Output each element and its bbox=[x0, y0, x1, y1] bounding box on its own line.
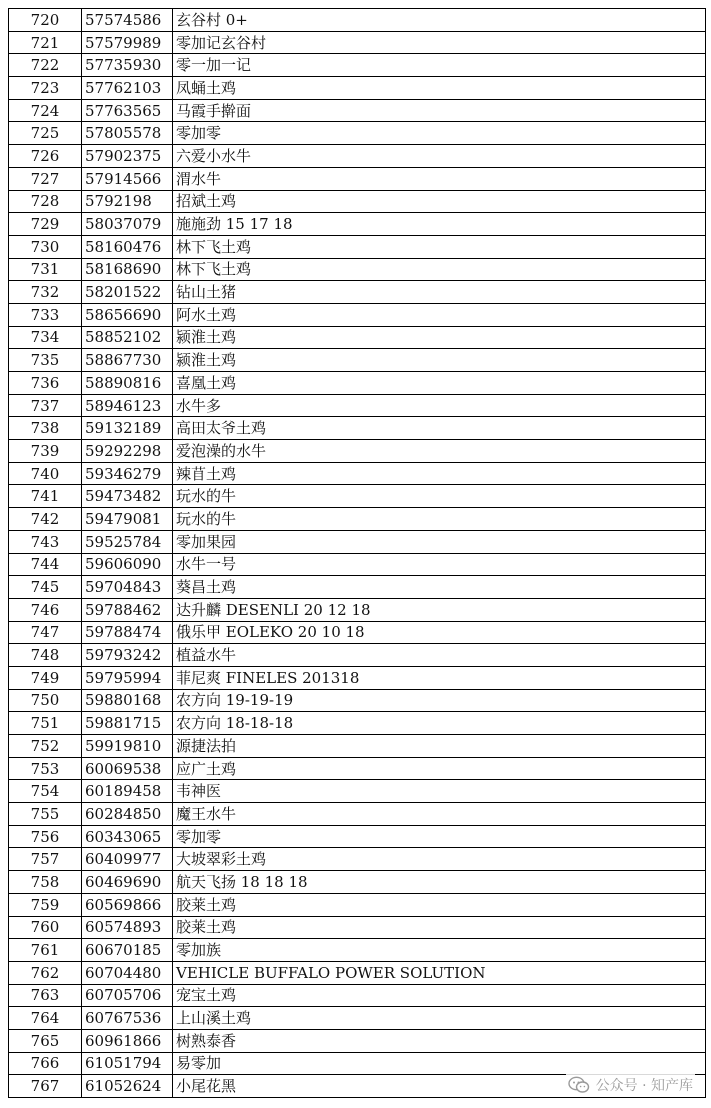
registration-number: 59793242 bbox=[82, 644, 173, 667]
row-number: 728 bbox=[9, 190, 82, 213]
registration-number: 58852102 bbox=[82, 326, 173, 349]
trademark-name: 胶莱土鸡 bbox=[173, 916, 706, 939]
trademark-name: 菲尼爽 FINELES 201318 bbox=[173, 666, 706, 689]
table-row bbox=[9, 712, 706, 735]
registration-number: 59132189 bbox=[82, 417, 173, 440]
registration-number: 59704843 bbox=[82, 576, 173, 599]
row-number: 747 bbox=[9, 621, 82, 644]
table-row bbox=[9, 462, 706, 485]
row-number: 759 bbox=[9, 893, 82, 916]
trademark-name: 魔王水牛 bbox=[173, 803, 706, 826]
row-number: 731 bbox=[9, 258, 82, 281]
registration-number: 60569866 bbox=[82, 893, 173, 916]
trademark-name: 阿水土鸡 bbox=[173, 303, 706, 326]
registration-number: 59606090 bbox=[82, 553, 173, 576]
table-row bbox=[9, 213, 706, 236]
registration-number: 5792198 bbox=[82, 190, 173, 213]
row-number: 727 bbox=[9, 167, 82, 190]
table-row bbox=[9, 440, 706, 463]
trademark-name: 胶莱土鸡 bbox=[173, 893, 706, 916]
row-number: 758 bbox=[9, 871, 82, 894]
trademark-name: 农方向 18-18-18 bbox=[173, 712, 706, 735]
trademark-name: 农方向 19-19-19 bbox=[173, 689, 706, 712]
row-number: 738 bbox=[9, 417, 82, 440]
watermark-text: 公众号 · 知产库 bbox=[595, 1078, 693, 1094]
row-number: 723 bbox=[9, 77, 82, 100]
registration-number: 58890816 bbox=[82, 372, 173, 395]
registration-number: 57763565 bbox=[82, 99, 173, 122]
table-row bbox=[9, 54, 706, 77]
row-number: 751 bbox=[9, 712, 82, 735]
row-number: 732 bbox=[9, 281, 82, 304]
registration-number: 58160476 bbox=[82, 235, 173, 258]
registration-number: 60574893 bbox=[82, 916, 173, 939]
registration-number: 61051794 bbox=[82, 1052, 173, 1075]
registration-number: 58946123 bbox=[82, 394, 173, 417]
trademark-name: 零加族 bbox=[173, 939, 706, 962]
trademark-name: 玩水的牛 bbox=[173, 508, 706, 531]
registration-number: 60069538 bbox=[82, 757, 173, 780]
row-number: 766 bbox=[9, 1052, 82, 1075]
row-number: 724 bbox=[9, 99, 82, 122]
table-row bbox=[9, 167, 706, 190]
registration-number: 58201522 bbox=[82, 281, 173, 304]
table-row bbox=[9, 757, 706, 780]
row-number: 744 bbox=[9, 553, 82, 576]
row-number: 737 bbox=[9, 394, 82, 417]
row-number: 748 bbox=[9, 644, 82, 667]
registration-number: 57914566 bbox=[82, 167, 173, 190]
row-number: 762 bbox=[9, 961, 82, 984]
trademark-name: 颍淮土鸡 bbox=[173, 326, 706, 349]
row-number: 752 bbox=[9, 735, 82, 758]
trademark-name: 大坡翠彩土鸡 bbox=[173, 848, 706, 871]
trademark-name: 马霞手擀面 bbox=[173, 99, 706, 122]
registration-number: 57579989 bbox=[82, 31, 173, 54]
table-row bbox=[9, 530, 706, 553]
table-row bbox=[9, 31, 706, 54]
trademark-name: VEHICLE BUFFALO POWER SOLUTION bbox=[173, 961, 706, 984]
table-row bbox=[9, 99, 706, 122]
row-number: 741 bbox=[9, 485, 82, 508]
trademark-name: 高田太爷土鸡 bbox=[173, 417, 706, 440]
registration-number: 59795994 bbox=[82, 666, 173, 689]
trademark-name: 林下飞土鸡 bbox=[173, 235, 706, 258]
trademark-name: 水牛多 bbox=[173, 394, 706, 417]
table-row bbox=[9, 1007, 706, 1030]
trademark-name: 小尾花黑 bbox=[173, 1075, 706, 1098]
row-number: 753 bbox=[9, 757, 82, 780]
table-row bbox=[9, 576, 706, 599]
trademark-table-page bbox=[8, 8, 706, 1098]
trademark-name: 源捷法拍 bbox=[173, 735, 706, 758]
table-row bbox=[9, 893, 706, 916]
trademark-name: 六爱小水牛 bbox=[173, 145, 706, 168]
row-number: 742 bbox=[9, 508, 82, 531]
row-number: 740 bbox=[9, 462, 82, 485]
trademark-name: 招斌土鸡 bbox=[173, 190, 706, 213]
table-row bbox=[9, 871, 706, 894]
table-row bbox=[9, 1052, 706, 1075]
table-row bbox=[9, 508, 706, 531]
table-row bbox=[9, 780, 706, 803]
row-number: 767 bbox=[9, 1075, 82, 1098]
row-number: 746 bbox=[9, 598, 82, 621]
row-number: 722 bbox=[9, 54, 82, 77]
trademark-name: 宠宝土鸡 bbox=[173, 984, 706, 1007]
table-row bbox=[9, 372, 706, 395]
registration-number: 59788474 bbox=[82, 621, 173, 644]
registration-number: 60409977 bbox=[82, 848, 173, 871]
table-row bbox=[9, 394, 706, 417]
table-row bbox=[9, 621, 706, 644]
watermark bbox=[566, 1074, 695, 1096]
trademark-name: 俄乐甲 EOLEKO 20 10 18 bbox=[173, 621, 706, 644]
table-row bbox=[9, 984, 706, 1007]
registration-number: 57762103 bbox=[82, 77, 173, 100]
registration-number: 57902375 bbox=[82, 145, 173, 168]
trademark-name: 零加零 bbox=[173, 122, 706, 145]
registration-number: 57735930 bbox=[82, 54, 173, 77]
row-number: 765 bbox=[9, 1029, 82, 1052]
trademark-name: 辣苜土鸡 bbox=[173, 462, 706, 485]
table-row bbox=[9, 848, 706, 871]
row-number: 745 bbox=[9, 576, 82, 599]
table-row bbox=[9, 281, 706, 304]
registration-number: 60670185 bbox=[82, 939, 173, 962]
registration-number: 59346279 bbox=[82, 462, 173, 485]
table-row bbox=[9, 689, 706, 712]
registration-number: 58656690 bbox=[82, 303, 173, 326]
registration-number: 60284850 bbox=[82, 803, 173, 826]
trademark-name: 易零加 bbox=[173, 1052, 706, 1075]
trademark-name: 颍淮土鸡 bbox=[173, 349, 706, 372]
trademark-name: 凤蛹土鸡 bbox=[173, 77, 706, 100]
table-row bbox=[9, 735, 706, 758]
registration-number: 60343065 bbox=[82, 825, 173, 848]
table-row bbox=[9, 303, 706, 326]
table-row bbox=[9, 190, 706, 213]
wechat-official-account-icon bbox=[568, 1076, 590, 1094]
table-row bbox=[9, 553, 706, 576]
trademark-name: 施施劲 15 17 18 bbox=[173, 213, 706, 236]
registration-number: 57574586 bbox=[82, 9, 173, 32]
table-row bbox=[9, 644, 706, 667]
row-number: 734 bbox=[9, 326, 82, 349]
row-number: 754 bbox=[9, 780, 82, 803]
registration-number: 59919810 bbox=[82, 735, 173, 758]
table-body bbox=[9, 9, 706, 1098]
row-number: 730 bbox=[9, 235, 82, 258]
trademark-name: 水牛一号 bbox=[173, 553, 706, 576]
table-row bbox=[9, 666, 706, 689]
trademark-name: 零加记玄谷村 bbox=[173, 31, 706, 54]
table-row bbox=[9, 916, 706, 939]
trademark-name: 喜凰土鸡 bbox=[173, 372, 706, 395]
row-number: 735 bbox=[9, 349, 82, 372]
registration-number: 57805578 bbox=[82, 122, 173, 145]
trademark-name: 零加零 bbox=[173, 825, 706, 848]
trademark-name: 植益水牛 bbox=[173, 644, 706, 667]
row-number: 720 bbox=[9, 9, 82, 32]
row-number: 721 bbox=[9, 31, 82, 54]
row-number: 743 bbox=[9, 530, 82, 553]
trademark-name: 爱泡澡的水牛 bbox=[173, 440, 706, 463]
registration-number: 61052624 bbox=[82, 1075, 173, 1098]
registration-number: 59788462 bbox=[82, 598, 173, 621]
row-number: 729 bbox=[9, 213, 82, 236]
table-row bbox=[9, 145, 706, 168]
table-row bbox=[9, 326, 706, 349]
table-row bbox=[9, 825, 706, 848]
registration-number: 60704480 bbox=[82, 961, 173, 984]
trademark-name: 零一加一记 bbox=[173, 54, 706, 77]
trademark-name: 航天飞扬 18 18 18 bbox=[173, 871, 706, 894]
registration-number: 60767536 bbox=[82, 1007, 173, 1030]
row-number: 750 bbox=[9, 689, 82, 712]
table-row bbox=[9, 803, 706, 826]
row-number: 739 bbox=[9, 440, 82, 463]
trademark-name: 树熟泰香 bbox=[173, 1029, 706, 1052]
trademark-table bbox=[8, 8, 706, 1098]
registration-number: 58168690 bbox=[82, 258, 173, 281]
row-number: 757 bbox=[9, 848, 82, 871]
row-number: 761 bbox=[9, 939, 82, 962]
row-number: 764 bbox=[9, 1007, 82, 1030]
row-number: 726 bbox=[9, 145, 82, 168]
table-row bbox=[9, 9, 706, 32]
trademark-name: 玄谷村 0+ bbox=[173, 9, 706, 32]
row-number: 733 bbox=[9, 303, 82, 326]
trademark-name: 上山溪土鸡 bbox=[173, 1007, 706, 1030]
trademark-name: 葵昌土鸡 bbox=[173, 576, 706, 599]
trademark-name: 应广土鸡 bbox=[173, 757, 706, 780]
table-row bbox=[9, 939, 706, 962]
table-row bbox=[9, 258, 706, 281]
trademark-name: 林下飞土鸡 bbox=[173, 258, 706, 281]
registration-number: 60961866 bbox=[82, 1029, 173, 1052]
table-row bbox=[9, 349, 706, 372]
trademark-name: 钻山土猪 bbox=[173, 281, 706, 304]
table-row bbox=[9, 1029, 706, 1052]
row-number: 736 bbox=[9, 372, 82, 395]
registration-number: 58037079 bbox=[82, 213, 173, 236]
registration-number: 58867730 bbox=[82, 349, 173, 372]
registration-number: 59292298 bbox=[82, 440, 173, 463]
registration-number: 59525784 bbox=[82, 530, 173, 553]
registration-number: 59473482 bbox=[82, 485, 173, 508]
row-number: 755 bbox=[9, 803, 82, 826]
table-row bbox=[9, 77, 706, 100]
table-row bbox=[9, 417, 706, 440]
trademark-name: 韦神医 bbox=[173, 780, 706, 803]
row-number: 725 bbox=[9, 122, 82, 145]
row-number: 763 bbox=[9, 984, 82, 1007]
table-row bbox=[9, 235, 706, 258]
trademark-name: 达升麟 DESENLI 20 12 18 bbox=[173, 598, 706, 621]
trademark-name: 零加果园 bbox=[173, 530, 706, 553]
table-row bbox=[9, 485, 706, 508]
row-number: 760 bbox=[9, 916, 82, 939]
table-row bbox=[9, 598, 706, 621]
registration-number: 60469690 bbox=[82, 871, 173, 894]
trademark-name: 渭水牛 bbox=[173, 167, 706, 190]
registration-number: 59881715 bbox=[82, 712, 173, 735]
trademark-name: 玩水的牛 bbox=[173, 485, 706, 508]
registration-number: 60189458 bbox=[82, 780, 173, 803]
row-number: 756 bbox=[9, 825, 82, 848]
registration-number: 59479081 bbox=[82, 508, 173, 531]
table-row bbox=[9, 961, 706, 984]
registration-number: 59880168 bbox=[82, 689, 173, 712]
row-number: 749 bbox=[9, 666, 82, 689]
table-row bbox=[9, 122, 706, 145]
registration-number: 60705706 bbox=[82, 984, 173, 1007]
